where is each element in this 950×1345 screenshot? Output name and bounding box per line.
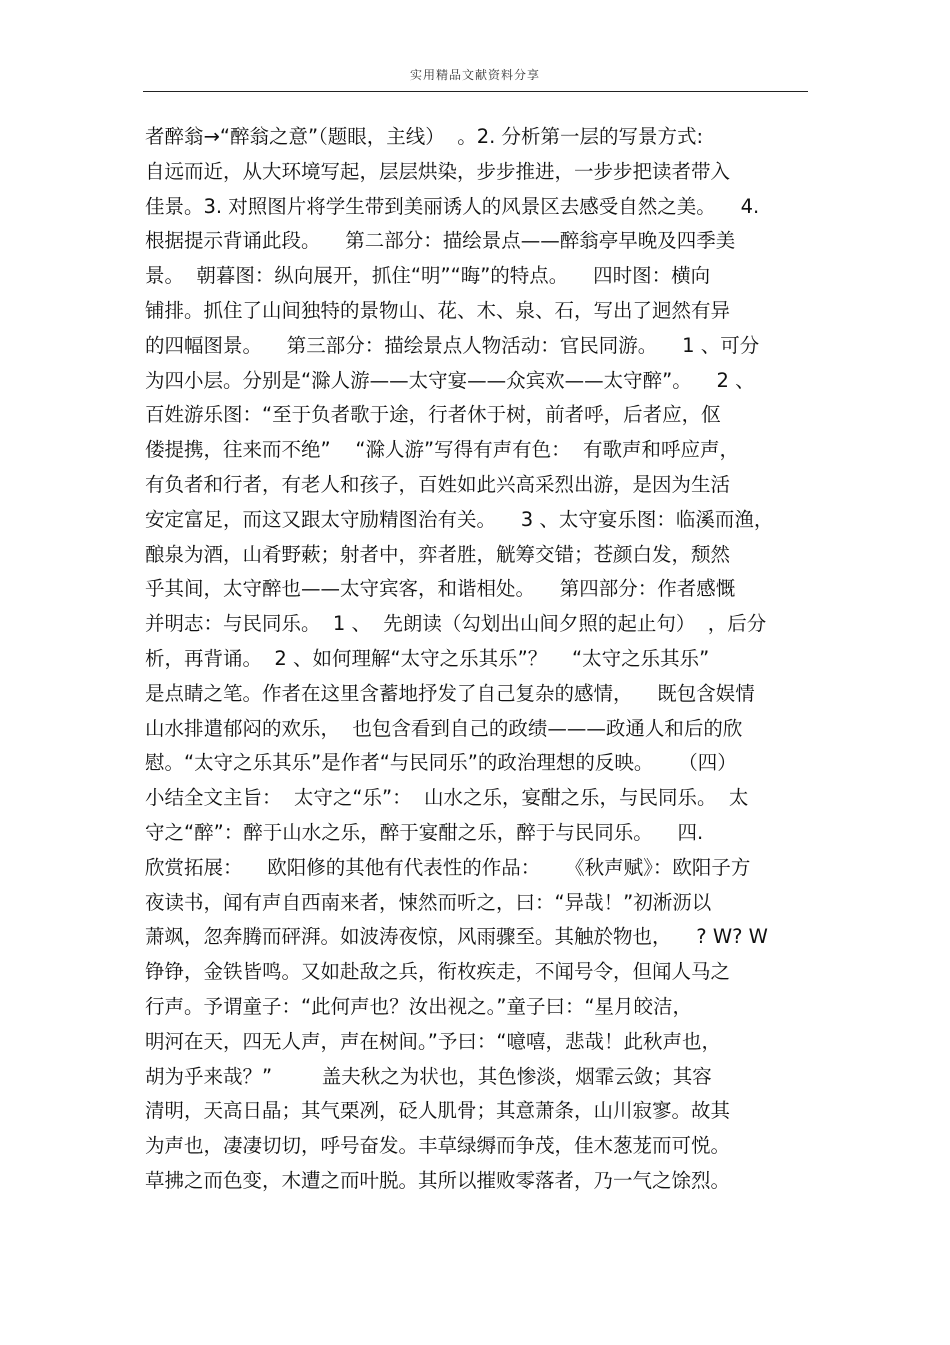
text-line: 并明志：与民同乐。 1 、 先朗读（勾划出山间夕照的起止句） ，后分 — [145, 612, 767, 636]
text-line: 行声。予谓童子：“此何声也？汝出视之。”童子曰：“星月皎洁， — [145, 994, 693, 1018]
text-line: 慰。“太守之乐其乐”是作者“与民同乐”的政治理想的反映。 （四） — [145, 751, 737, 775]
text-line: 偻提携，往来而不绝” “滁人游”写得有声有色： 有歌声和呼应声， — [145, 438, 739, 462]
text-line: 草拂之而色变，木遭之而叶脱。其所以摧败零落者，乃一气之馀烈。 — [145, 1168, 731, 1192]
text-line: 酿泉为酒，山肴野蔌；射者中，弈者胜，觥筹交错；苍颜白发，颓然 — [145, 542, 731, 566]
text-line: 安定富足，而这又跟太守励精图治有关。 3 、太守宴乐图：临溪而渔， — [145, 507, 774, 531]
text-line: 佳景。3. 对照图片将学生带到美丽诱人的风景区去感受自然之美。 4. — [145, 194, 760, 218]
text-line: 者醉翁→“醉翁之意”（题眼，主线） 。2. 分析第一层的写景方式: — [145, 125, 704, 148]
document-body — [145, 120, 825, 1199]
text-line: 清明，天高日晶；其气栗冽，砭人肌骨；其意萧条，山川寂寥。故其 — [145, 1099, 731, 1123]
text-line: 有负者和行者，有老人和孩子，百姓如此兴高采烈出游，是因为生活 — [145, 472, 731, 496]
text-line: 是点睛之笔。作者在这里含蓄地抒发了自己复杂的感情， 既包含娱情 — [145, 681, 755, 705]
text-line: 明河在天，四无人声，声在树间。”予曰：“噫嘻，悲哉！此秋声也， — [145, 1029, 721, 1053]
page-header: 实用精品文献资料分享 — [409, 68, 540, 82]
text-line: 乎其间，太守醉也——太守宾客，和谐相处。 第四部分：作者感慨 — [145, 577, 736, 601]
text-line: 为四小层。分别是“滁人游——太守宴——众宾欢——太守醉”。 2 、 — [145, 368, 755, 392]
text-line: 守之“醉”：醉于山水之乐，醉于宴酣之乐，醉于与民同乐。 四. — [145, 820, 704, 844]
text-line: 根据提示背诵此段。 第二部分：描绘景点——醉翁亭早晚及四季美 — [145, 229, 736, 253]
text-line: 山水排遣郁闷的欢乐， 也包含看到自己的政绩———政通人和后的欣 — [145, 716, 743, 740]
text-line: 为声也，凄凄切切，呼号奋发。丰草绿缛而争茂，佳木葱茏而可悦。 — [145, 1134, 731, 1158]
text-line: 百姓游乐图：“至于负者歌于途，行者休于树，前者呼，后者应，伛 — [145, 403, 721, 427]
text-line: 小结全文主旨： 太守之“乐”： 山水之乐，宴酣之乐，与民同乐。 太 — [145, 786, 749, 810]
text-line: 欣赏拓展： 欧阳修的其他有代表性的作品： 《秋声赋》：欧阳子方 — [145, 855, 751, 879]
text-line: 自远而近，从大环境写起，层层烘染，步步推进，一步步把读者带入 — [145, 159, 731, 183]
text-line: 析，再背诵。 2 、如何理解“太守之乐其乐”？ “太守之乐其乐” — [145, 646, 710, 670]
text-line: 的四幅图景。 第三部分：描绘景点人物活动：官民同游。 1 、可分 — [145, 333, 760, 357]
text-line: 铺排。抓住了山间独特的景物山、花、木、泉、石，写出了迥然有异 — [145, 298, 731, 322]
text-line: 铮铮，金铁皆鸣。又如赴敌之兵，衔枚疾走，不闻号令，但闻人马之 — [145, 960, 731, 984]
text-line: 景。 朝暮图：纵向展开，抓住“明”“晦”的特点。 四时图：横向 — [145, 264, 711, 288]
header-divider — [143, 91, 808, 92]
text-line: 夜读书，闻有声自西南来者，悚然而听之，曰：“异哉！”初淅沥以 — [145, 890, 712, 914]
text-line: 萧飒，忽奔腾而砰湃。如波涛夜惊，风雨骤至。其触於物也， ? W? W — [145, 925, 768, 949]
text-line: 胡为乎来哉？” 盖夫秋之为状也，其色惨淡，烟霏云敛；其容 — [145, 1064, 712, 1088]
